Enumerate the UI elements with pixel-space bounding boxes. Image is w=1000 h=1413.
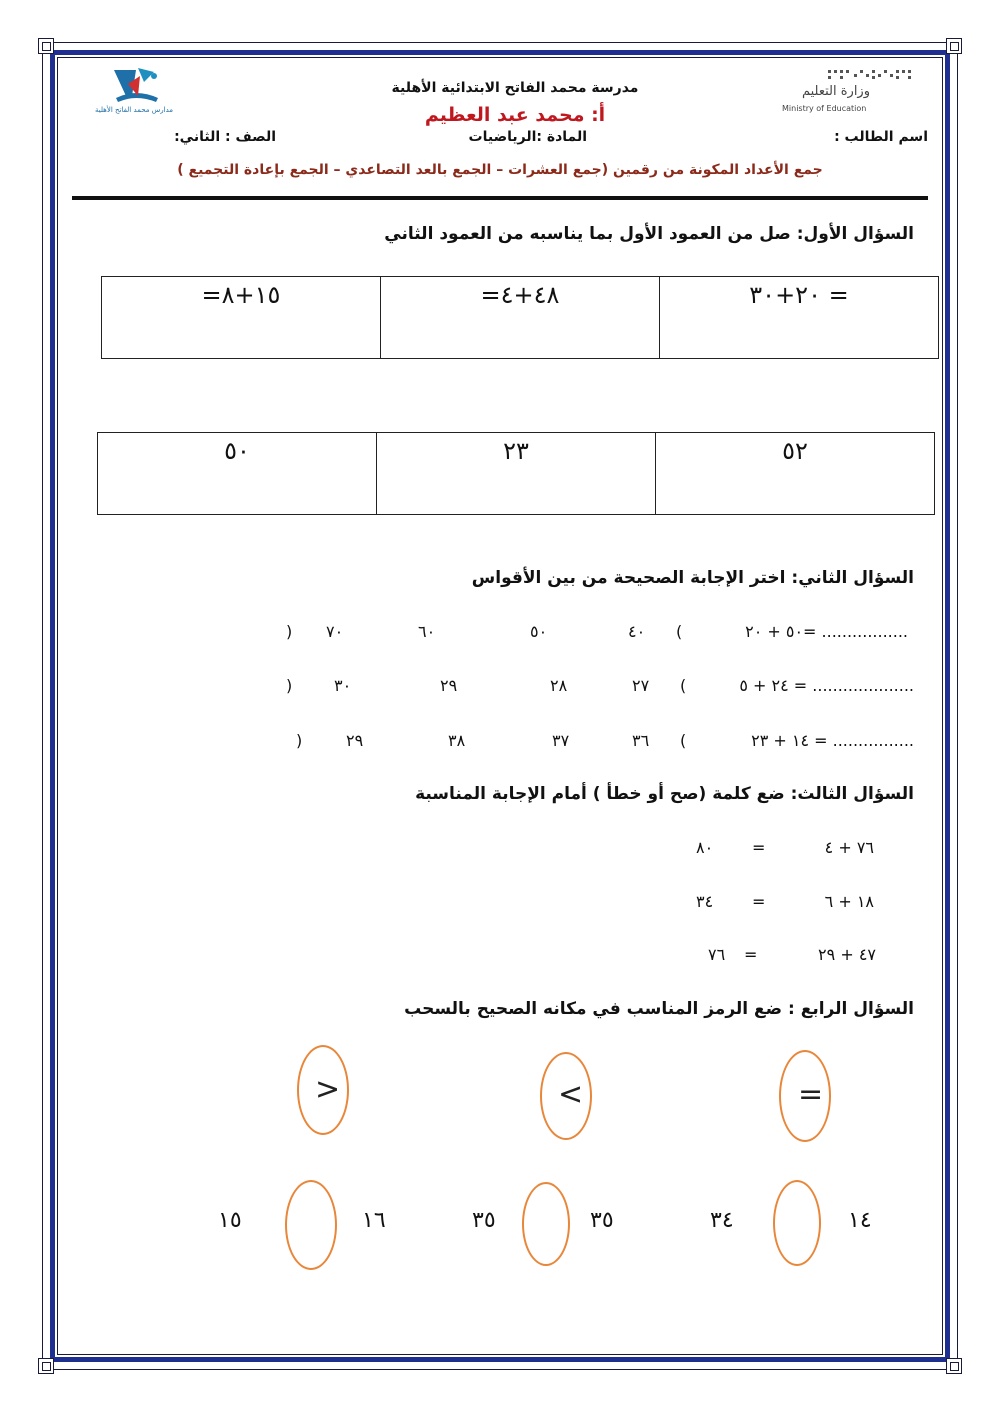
question-3-title: السؤال الثالث: ضع كلمة (صح أو خطأ ) أمام الإجابة المناسبة — [415, 784, 914, 804]
q4-number: ٣٤ — [710, 1208, 734, 1233]
q3-expression: ٤٧ + ٢٩ — [818, 945, 876, 964]
q2-open-paren: ( — [680, 676, 687, 695]
header-divider — [72, 196, 928, 200]
q2-expression: ١٤ + ٢٣ = ................ — [751, 731, 914, 750]
q2-expression: ٥٠ + ٢٠= ................. — [745, 622, 908, 641]
school-logo — [84, 66, 184, 120]
q3-equals: = — [752, 892, 766, 911]
q1-answer-cell[interactable]: ٢٣ — [377, 433, 656, 515]
symbol-equal[interactable]: = — [798, 1077, 824, 1112]
q3-expression: ٧٦ + ٤ — [824, 838, 874, 857]
corner-ornament — [946, 1358, 962, 1374]
corner-ornament — [38, 1358, 54, 1374]
q3-equals: = — [752, 838, 766, 857]
q2-close-paren: ) — [286, 622, 293, 641]
question-2-title: السؤال الثاني: اختر الإجابة الصحيحة من بين الأقواس — [471, 568, 914, 588]
q2-option[interactable]: ٣٨ — [448, 731, 466, 750]
q2-option[interactable]: ٥٠ — [530, 622, 548, 641]
q2-option[interactable]: ٣٧ — [552, 731, 570, 750]
q1-expression-cell[interactable]: ٢٠+٣٠ = — [660, 277, 939, 359]
q1-expression-cell[interactable]: =٤٨+٤ — [381, 277, 660, 359]
q2-option[interactable]: ٢٩ — [440, 676, 458, 695]
page-border-inner — [57, 57, 943, 1355]
q4-number: ٣٥ — [590, 1208, 614, 1233]
q3-expression: ١٨ + ٦ — [824, 892, 874, 911]
q3-result: ٧٦ — [708, 945, 726, 964]
q2-option[interactable]: ٧٠ — [326, 622, 344, 641]
q3-result: ٨٠ — [696, 838, 714, 857]
q1-answer-cell[interactable]: ٥٢ — [656, 433, 935, 515]
school-logo-icon — [96, 66, 176, 106]
q2-open-paren: ( — [680, 731, 687, 750]
teacher-name: أ: محمد عبد العظيم — [424, 104, 606, 126]
ministry-logo-dots-icon — [826, 66, 966, 82]
q1-expression-cell[interactable]: =١٥+٨ — [102, 277, 381, 359]
q4-number: ١٤ — [848, 1208, 872, 1233]
lesson-topic: جمع الأعداد المكونة من رقمين (جمع العشرات – الجمع بالعد التصاعدي – الجمع بإعادة التجميع ) — [177, 162, 823, 178]
symbol-greater-than[interactable]: > — [315, 1072, 341, 1107]
q1-answer-cell[interactable]: ٥٠ — [98, 433, 377, 515]
q2-option[interactable]: ٣٦ — [632, 731, 650, 750]
ministry-logo — [780, 66, 920, 116]
subject-label: المادة :الرياضيات — [468, 129, 587, 145]
q2-option[interactable]: ٢٨ — [550, 676, 568, 695]
question-1-title: السؤال الأول: صل من العمود الأول بما يناسبه من العمود الثاني — [384, 224, 914, 244]
q2-option[interactable]: ٢٧ — [632, 676, 650, 695]
q4-drop-target[interactable] — [285, 1180, 337, 1270]
school-name: مدرسة محمد الفاتح الابتدائية الأهلية — [391, 80, 639, 96]
q2-option[interactable]: ٣٠ — [334, 676, 352, 695]
q2-expression: ٢٤ + ٥ = .................... — [739, 676, 914, 695]
q2-open-paren: ( — [676, 622, 683, 641]
q4-number: ١٦ — [362, 1208, 386, 1233]
q4-number: ٣٥ — [472, 1208, 496, 1233]
q2-close-paren: ) — [286, 676, 293, 695]
q4-drop-target[interactable] — [522, 1182, 570, 1266]
q3-equals: = — [744, 945, 758, 964]
q1-answers-table — [97, 432, 935, 515]
school-logo-caption: مدارس محمد الفاتح الأهلية — [95, 106, 173, 114]
ministry-text-en: Ministry of Education — [782, 104, 867, 113]
student-name-label: اسم الطالب : — [834, 129, 928, 145]
q2-close-paren: ) — [296, 731, 303, 750]
q2-option[interactable]: ٦٠ — [418, 622, 436, 641]
q3-result: ٣٤ — [696, 892, 714, 911]
q4-drop-target[interactable] — [773, 1180, 821, 1266]
corner-ornament — [946, 38, 962, 54]
grade-label: الصف : الثاني: — [174, 129, 276, 145]
symbol-less-than[interactable]: < — [558, 1077, 584, 1112]
ministry-text: وزارة التعليم — [801, 84, 870, 99]
corner-ornament — [38, 38, 54, 54]
q4-number: ١٥ — [218, 1208, 242, 1233]
question-4-title: السؤال الرابع : ضع الرمز المناسب في مكانه الصحيح بالسحب — [404, 999, 914, 1019]
q2-option[interactable]: ٢٩ — [346, 731, 364, 750]
q1-expressions-table — [101, 276, 939, 359]
q2-option[interactable]: ٤٠ — [628, 622, 646, 641]
